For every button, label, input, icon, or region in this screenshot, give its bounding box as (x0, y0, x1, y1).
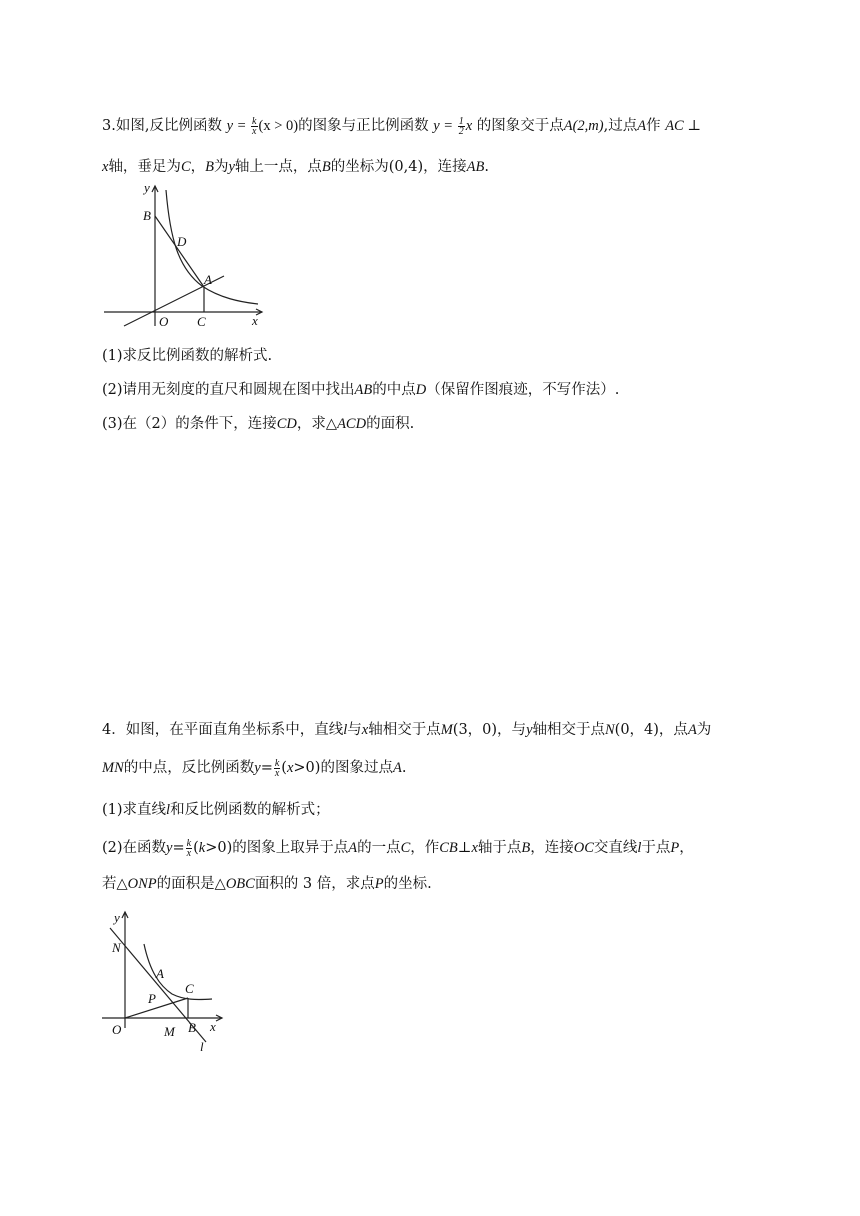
label-m: M (164, 1024, 175, 1039)
q3-part3: (3)在（2）的条件下，连接CD，求△ACD的面积. (102, 416, 415, 432)
q3-figure (100, 178, 275, 333)
label-b: B (188, 1020, 196, 1035)
label-l: l (200, 1039, 204, 1054)
label-x: x (252, 313, 258, 328)
label-a: A (204, 272, 212, 287)
q4-part1: (1)求直线l和反比例函数的解析式； (102, 802, 330, 818)
q3-point-a: A(2,m) (563, 118, 604, 134)
label-c: C (197, 314, 206, 329)
segment-oc (125, 998, 188, 1018)
q4-figure (100, 906, 240, 1056)
label-d: D (177, 234, 187, 249)
label-y: y (114, 910, 120, 925)
q3-direct-function: y = $\frac{1}{2}$ x (433, 116, 473, 138)
q4-part2-line2: 若△ONP的面积是△OBC面积的 3 倍，求点P的坐标. (102, 876, 432, 892)
q4-part2-line1: (2)在函数y= $\frac{k}{x}$ (k>0)的图象上取异于点A的一点C，作CB⊥x轴于点B，连接OC交直线l于点P， (102, 837, 694, 859)
label-y: y (144, 180, 150, 195)
label-p: P (148, 991, 156, 1006)
label-c: C (185, 981, 194, 996)
q3-inverse-function: y = $\frac{k}{x}$ (x > 0) (226, 116, 299, 138)
q3-part1: (1)求反比例函数的解析式. (102, 348, 273, 364)
label-n: N (112, 940, 121, 955)
label-o: O (159, 314, 169, 329)
q3-part2: (2)请用无刻度的直尺和圆规在图中找出AB的中点D（保留作图痕迹，不写作法）. (102, 382, 620, 398)
q3-intro-line2: x轴，垂足为C，B为y轴上一点，点B的坐标为(0,4)，连接AB. (102, 159, 489, 175)
q3-number: 3 (102, 118, 112, 134)
segment-ab (155, 216, 204, 287)
q3-intro-line: 3.如图,反比例函数 y = $\frac{k}{x}$ (x > 0)的图象与正比例函数 y = $\frac{1}{2}$ x 的图象交于点A(2,m),过点A作 AC ⊥ (102, 116, 701, 138)
q4-intro-line2: MN的中点，反比例函数y= $\frac{k}{x}$ (x>0)的图象过点A. (102, 757, 407, 779)
label-a: A (156, 966, 164, 981)
label-o: O (112, 1022, 122, 1037)
label-b: B (143, 208, 151, 223)
q4-intro-line1: 4．如图，在平面直角坐标系中，直线l与x轴相交于点M(3，0)，与y轴相交于点N(0，4)，点A为 (102, 722, 712, 738)
label-x: x (210, 1019, 216, 1034)
